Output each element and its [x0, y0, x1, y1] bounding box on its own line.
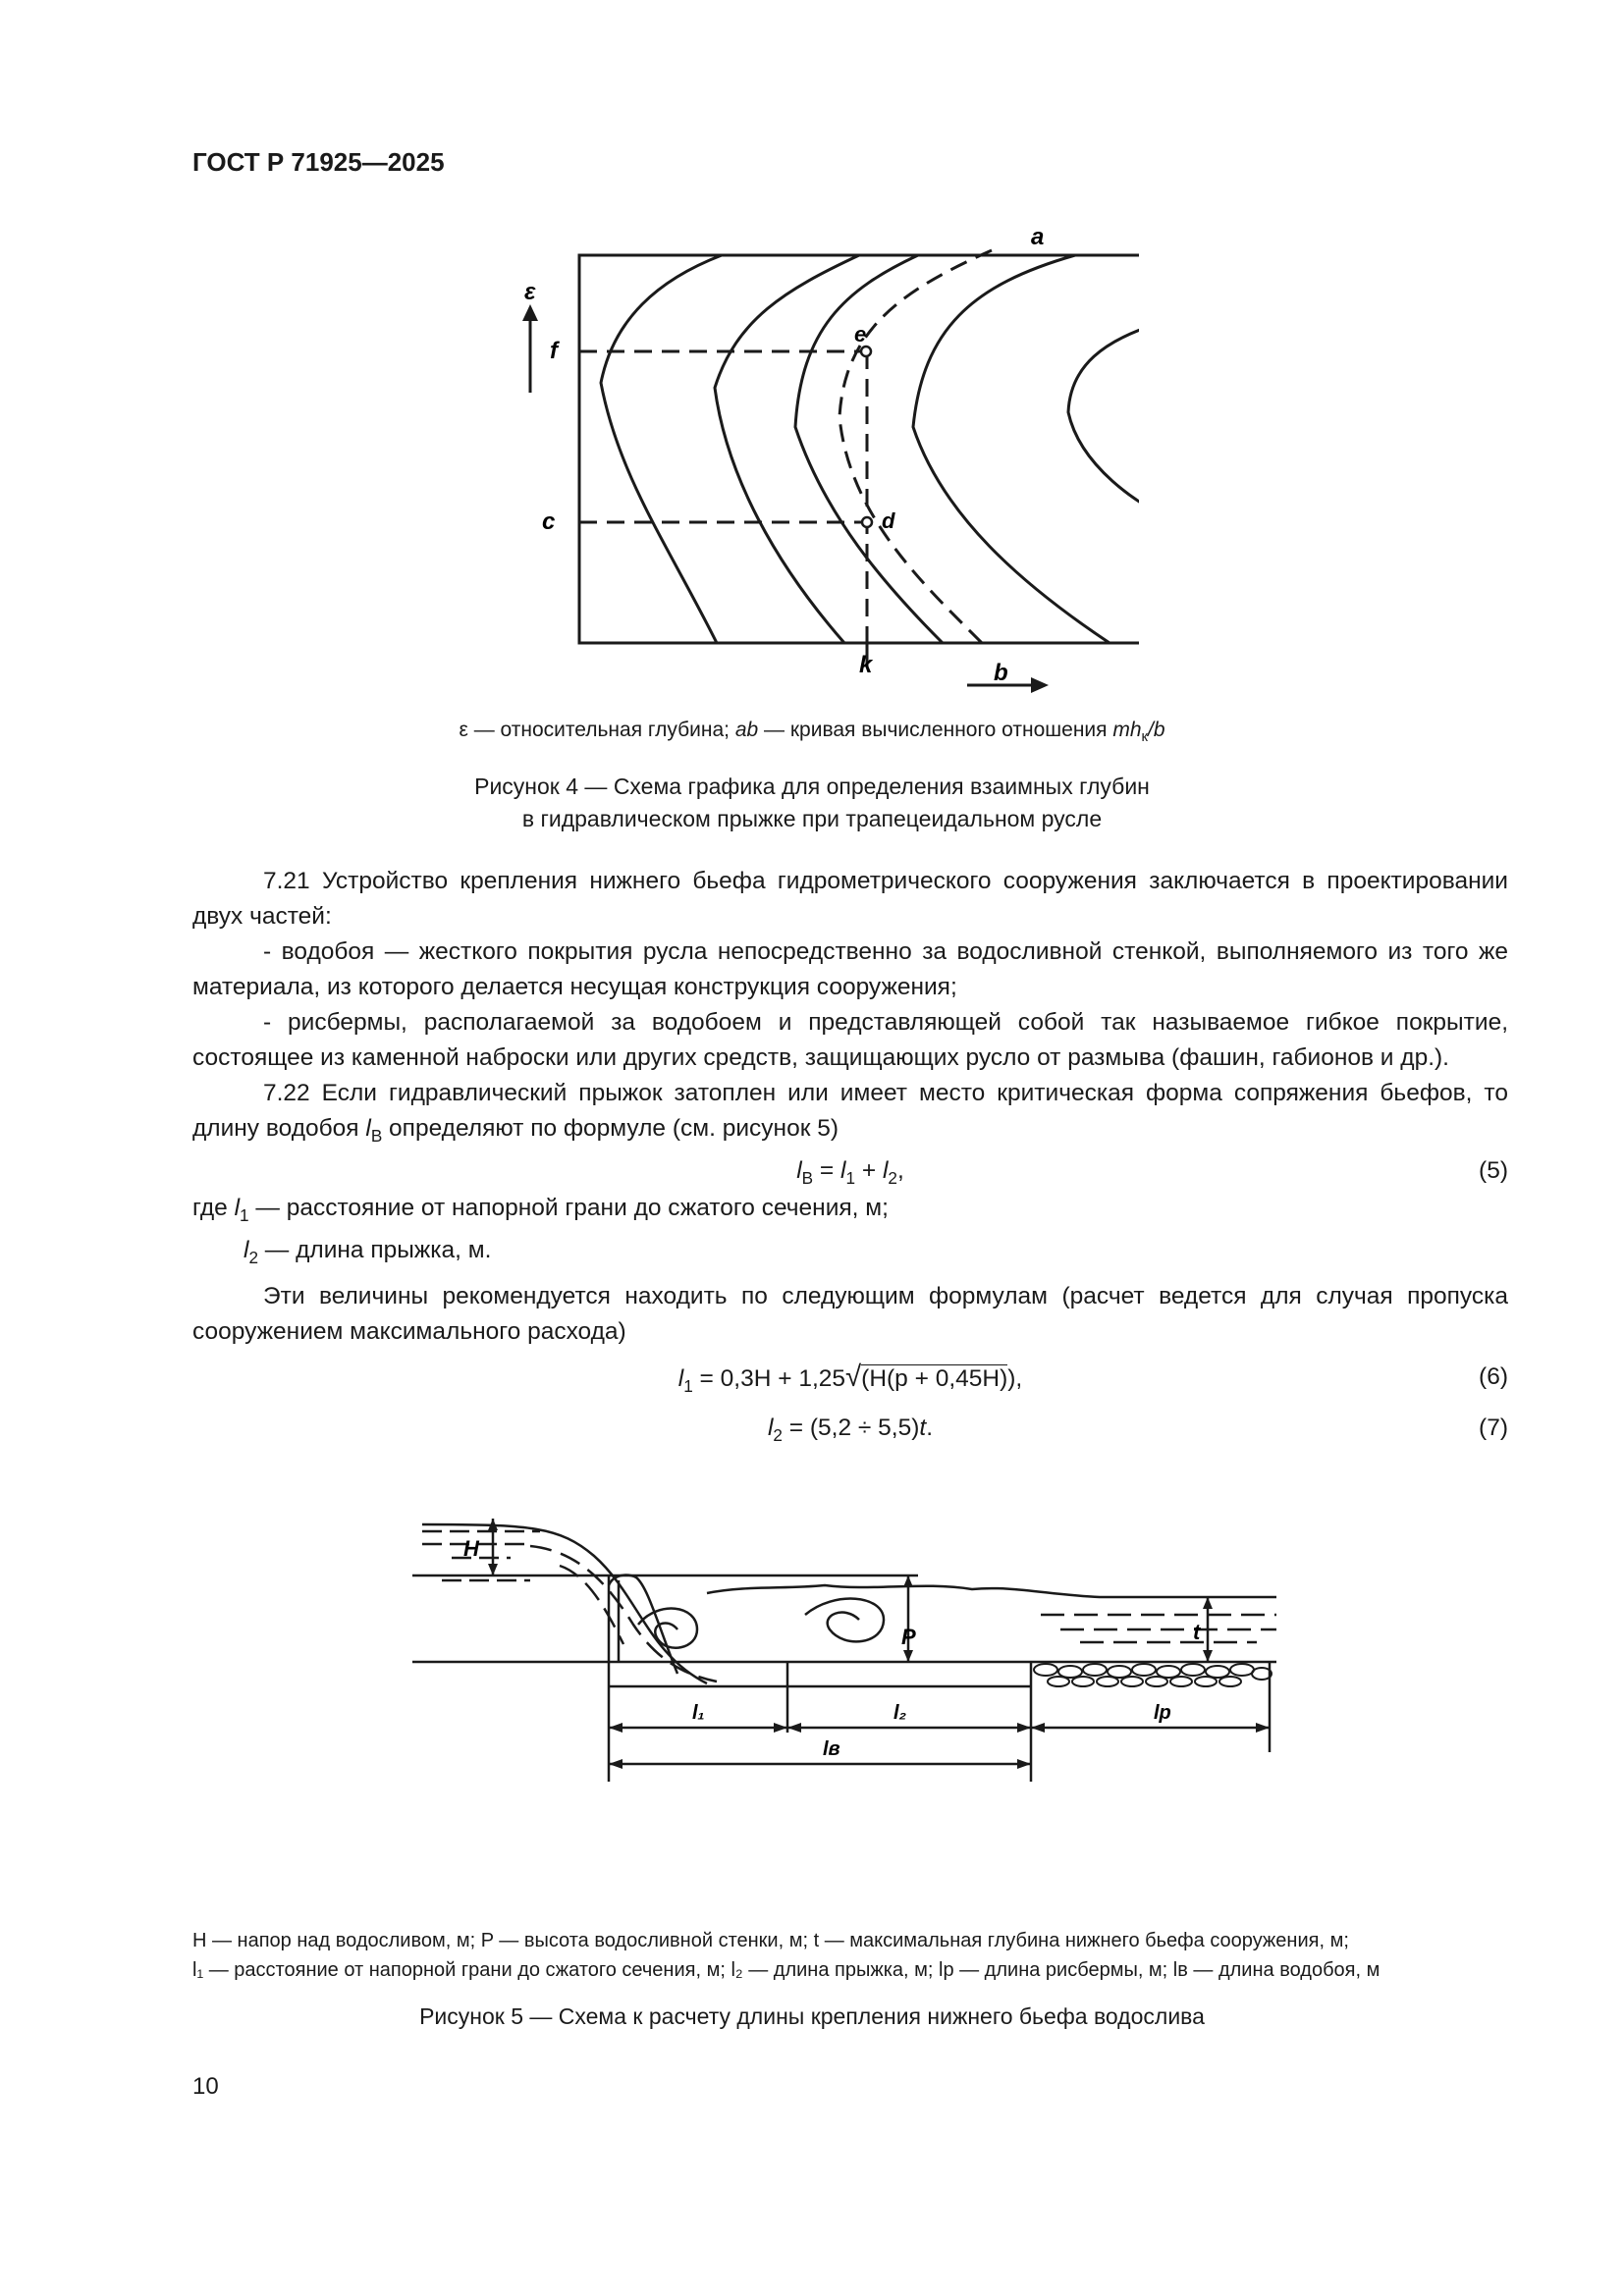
label-lp: lр [1154, 1702, 1171, 1724]
label-lv: lв [823, 1738, 840, 1760]
figure-4-legend: ε — относительная глубина; ab — кривая вычисленного отношения $mh_к/b$ [459, 719, 1165, 746]
figure-4-graph [511, 221, 1139, 702]
list-item-vodoboy: - водобоя — жесткого покрытия русла непосредственно за водосливной стенкой, выполняемого из того же материала, из которого делается несущая конструкция сооружения; [192, 938, 1508, 1000]
roller-right [805, 1599, 884, 1642]
figure-5-diagram [412, 1507, 1296, 1909]
label-c: c [542, 508, 556, 535]
curve-4 [913, 255, 1110, 643]
document-header: ГОСТ Р 71925—2025 [192, 147, 445, 177]
formula-6: $l_1 = 0,3H + 1,25√(H(p + 0,45H))$, (6) [677, 1360, 1508, 1396]
label-P: P [901, 1625, 916, 1649]
paragraph-7-21: 7.21 Устройство крепления нижнего бьефа гидрометрического сооружения заключается в проектировании двух частей: [192, 868, 1508, 930]
label-l2: l₂ [893, 1702, 907, 1724]
formula-6-number: (6) [1479, 1362, 1508, 1390]
curve-2 [715, 255, 859, 643]
label-H: H [463, 1536, 479, 1561]
where-l1: где $l_1$ — расстояние от напорной грани до сжатого сечения, м; [192, 1194, 889, 1225]
b-arrowhead [1031, 677, 1049, 693]
point-e [861, 347, 871, 356]
label-l1: l₁ [692, 1702, 705, 1724]
figure-5-legend: H — напор над водосливом, м; P — высота водосливной стенки, м; t — максимальная глубина нижнего бьефа сооружения, м; l₁ — расстояние от напорной грани до сжатого сечения, м; l₂ — длина прыжка, м; lр — длина рисбермы, м; lв — длина водобоя, м [192, 1930, 1380, 1981]
label-e: e [854, 322, 867, 347]
graph-frame [579, 255, 1139, 643]
weir-crest [412, 1575, 609, 1662]
label-d: d [882, 508, 895, 533]
where-l2: $l_2$ — длина прыжка, м. [244, 1236, 492, 1267]
figure-4-caption: Рисунок 4 — Схема графика для определения взаимных глубин в гидравлическом прыжке при трапецеидальном русле [474, 774, 1150, 831]
epsilon-arrowhead [522, 304, 538, 321]
label-a: a [1031, 224, 1045, 250]
label-epsilon: ε [524, 279, 536, 305]
paragraph-formulas-intro: Эти величины рекомендуется находить по следующим формулам (расчет ведется для случая пропуска сооружением максимального расхода) [192, 1282, 1508, 1345]
formula-5: $l_В = l_1 + l_2$, (5) [192, 1153, 1508, 1191]
formula-5-number: (5) [1479, 1156, 1508, 1184]
curve-5 [1068, 319, 1139, 520]
point-d [862, 517, 872, 527]
figure-5-caption: Рисунок 5 — Схема к расчету длины крепления нижнего бьефа водослива [419, 2003, 1205, 2029]
formula-7-number: (7) [1479, 1414, 1508, 1441]
curve-1 [601, 255, 722, 643]
riprap-stones [1034, 1664, 1272, 1686]
label-b: b [994, 660, 1008, 686]
upstream-surface [422, 1531, 540, 1580]
label-k: k [859, 652, 873, 678]
page-number: 10 [192, 2073, 219, 2100]
jump-surface [707, 1585, 1276, 1597]
tailwater-lines [1041, 1615, 1276, 1642]
paragraph-7-22: 7.22 Если гидравлический прыжок затоплен или имеет место критическая форма сопряжения бьефов, то длину водобоя $l_В$ определяют по формуле (см. рисунок 5) [192, 1080, 1508, 1146]
list-item-risberma: - рисбермы, располагаемой за водобоем и представляющей собой так называемое гибкое покрытие, состоящее из каменной наброски или других средств, защищающих русло от размыва (фашин, габионов и др.). [192, 1009, 1508, 1071]
label-t: t [1193, 1620, 1201, 1644]
curve-ab [839, 250, 992, 643]
formula-7: $l_2 = (5,2 \div 5,5)t$. (7) [192, 1411, 1508, 1448]
body-text [192, 864, 1508, 1448]
label-f: f [550, 338, 558, 364]
